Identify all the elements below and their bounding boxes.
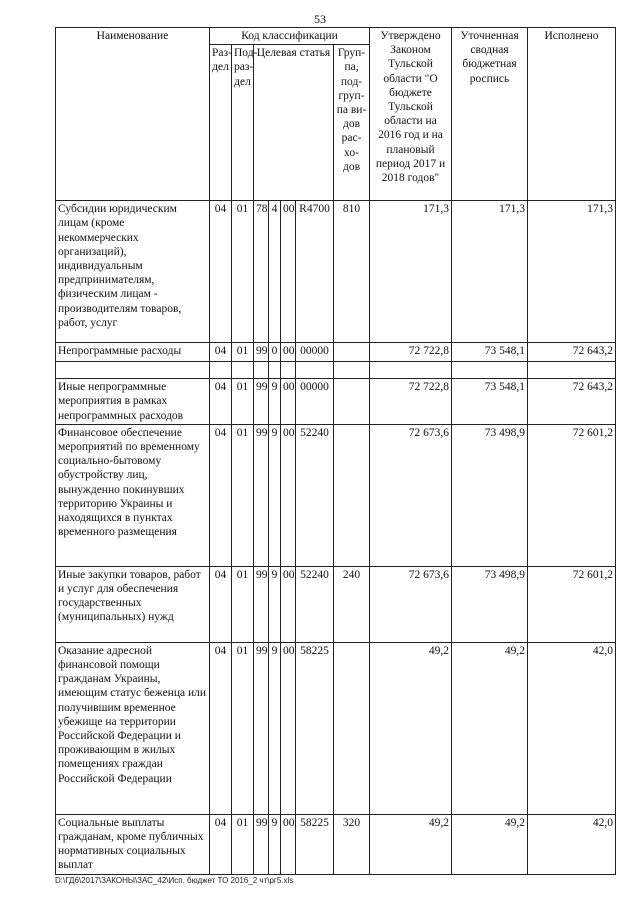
row-expense-group	[334, 642, 370, 814]
row-target-subprogram: 4	[269, 201, 281, 343]
table-row	[56, 814, 616, 874]
row-section: 04	[210, 424, 232, 566]
row-target-main: 00	[281, 642, 296, 814]
row-target-main: 00	[281, 343, 296, 362]
row-target-direction: 58225	[296, 642, 334, 814]
header-subsection: Под-раз-дел	[232, 45, 254, 201]
header-class-code: Код классификации	[210, 28, 370, 45]
row-target-program: 99	[254, 343, 269, 362]
row-target-direction: 00000	[296, 343, 334, 362]
row-subsection: 01	[232, 201, 254, 343]
row-approved: 49,2	[370, 642, 452, 814]
row-target-subprogram: 9	[269, 379, 281, 425]
row-approved: 72 673,6	[370, 424, 452, 566]
budget-table	[55, 27, 616, 875]
row-section: 04	[210, 201, 232, 343]
row-target-subprogram: 9	[269, 424, 281, 566]
row-subsection: 01	[232, 566, 254, 642]
row-expense-group	[334, 424, 370, 566]
row-target-program: 99	[254, 814, 269, 874]
row-name: Иные закупки товаров, работ и услуг для обеспечения государственных (муниципальных) нужд	[56, 566, 210, 642]
row-executed: 72 601,2	[528, 424, 616, 566]
row-approved: 171,3	[370, 201, 452, 343]
row-section: 04	[210, 379, 232, 425]
row-target-direction: 52240	[296, 424, 334, 566]
row-revised: 49,2	[452, 814, 528, 874]
row-target-program: 99	[254, 424, 269, 566]
row-executed: 42,0	[528, 642, 616, 814]
row-expense-group	[334, 343, 370, 362]
row-target-direction: 52240	[296, 566, 334, 642]
row-target-program: 99	[254, 379, 269, 425]
row-target-subprogram: 0	[269, 343, 281, 362]
row-target-main: 00	[281, 814, 296, 874]
row-approved: 72 722,8	[370, 379, 452, 425]
table-row	[56, 642, 616, 814]
header-target-article: Целевая статья	[254, 45, 334, 201]
row-target-direction: 00000	[296, 379, 334, 425]
row-revised: 49,2	[452, 642, 528, 814]
row-executed: 171,3	[528, 201, 616, 343]
row-target-main: 00	[281, 201, 296, 343]
row-revised: 73 498,9	[452, 424, 528, 566]
row-target-subprogram: 9	[269, 566, 281, 642]
row-expense-group: 320	[334, 814, 370, 874]
row-name: Финансовое обеспечение мероприятий по временному социально-бытовому обустройству лиц, вынужденно покинувших территорию Украины и находящихся в пунктах временного размещения	[56, 424, 210, 566]
header-section: Раз-дел	[210, 45, 232, 201]
row-section: 04	[210, 343, 232, 362]
row-subsection: 01	[232, 814, 254, 874]
row-expense-group	[334, 379, 370, 425]
row-subsection: 01	[232, 379, 254, 425]
row-executed: 72 643,2	[528, 343, 616, 362]
page-number: 53	[314, 12, 326, 26]
row-section: 04	[210, 566, 232, 642]
header-expense-group: Груп-па, под-груп-па ви-дов рас-хо-дов	[334, 45, 370, 201]
row-revised: 73 548,1	[452, 379, 528, 425]
header-revised: Уточненная сводная бюджетная роспись	[452, 28, 528, 201]
row-approved: 49,2	[370, 814, 452, 874]
header-executed: Исполнено	[528, 28, 616, 201]
row-subsection: 01	[232, 642, 254, 814]
row-target-main: 00	[281, 566, 296, 642]
table-row	[56, 379, 616, 425]
row-revised: 73 548,1	[452, 343, 528, 362]
row-subsection: 01	[232, 424, 254, 566]
header-approved: Утверждено Законом Тульской области "О бюджете Тульской области на 2016 год и на плановый период 2017 и 2018 годов"	[370, 28, 452, 201]
row-section: 04	[210, 814, 232, 874]
row-executed: 42,0	[528, 814, 616, 874]
row-name: Оказание адресной финансовой помощи гражданам Украины, имеющим статус беженца или получившим временное убежище на территории Российской Федерации и проживающим в жилых помещениях граждан Российской Федерации	[56, 642, 210, 814]
header-name: Наименование	[56, 28, 210, 201]
file-path-footer: D:\ГД6\2017\ЗАКОНЫ\ЗАС_42\Исп. бюджет ТО 2016_2 чт\рг5.xls	[55, 876, 294, 885]
row-executed: 72 601,2	[528, 566, 616, 642]
row-name: Социальные выплаты гражданам, кроме публичных нормативных социальных выплат	[56, 814, 210, 874]
row-approved: 72 673,6	[370, 566, 452, 642]
row-revised: 171,3	[452, 201, 528, 343]
row-expense-group: 240	[334, 566, 370, 642]
row-name: Непрограммные расходы	[56, 343, 210, 362]
table-row	[56, 343, 616, 362]
row-target-program: 99	[254, 566, 269, 642]
row-revised: 73 498,9	[452, 566, 528, 642]
row-target-subprogram: 9	[269, 642, 281, 814]
row-target-program: 78	[254, 201, 269, 343]
row-target-main: 00	[281, 424, 296, 566]
table-row	[56, 566, 616, 642]
row-section: 04	[210, 642, 232, 814]
row-expense-group: 810	[334, 201, 370, 343]
row-subsection: 01	[232, 343, 254, 362]
row-name: Субсидии юридическим лицам (кроме некоммерческих организаций), индивидуальным предпринимателям, физическим лицам - производителям товаров, работ, услуг	[56, 201, 210, 343]
row-executed: 72 643,2	[528, 379, 616, 425]
row-target-subprogram: 9	[269, 814, 281, 874]
row-target-program: 99	[254, 642, 269, 814]
row-name: Иные непрограммные мероприятия в рамках непрограммных расходов	[56, 379, 210, 425]
row-approved: 72 722,8	[370, 343, 452, 362]
row-target-direction: R4700	[296, 201, 334, 343]
table-row-spacer	[56, 362, 616, 379]
table-row	[56, 201, 616, 343]
row-target-direction: 58225	[296, 814, 334, 874]
table-row	[56, 424, 616, 566]
row-target-main: 00	[281, 379, 296, 425]
